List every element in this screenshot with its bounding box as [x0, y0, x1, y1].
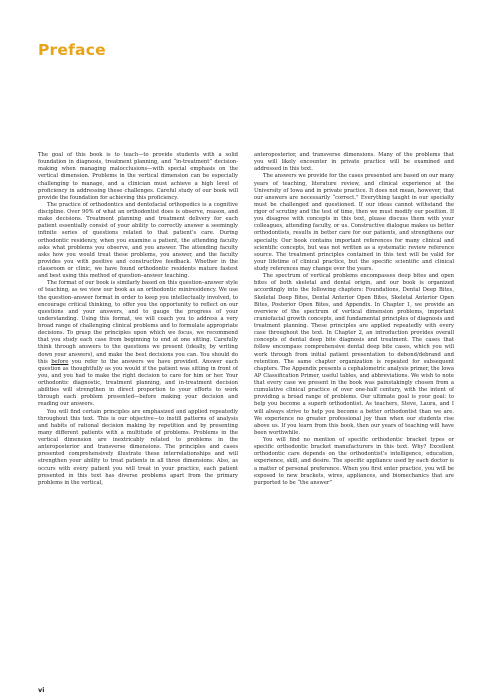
page-number: vi: [38, 686, 45, 694]
paragraph-continued: anteroposterior, and transverse dimensions. Many of the problems that you will likely encounter in private practice will be examined and addressed in this text.: [254, 152, 454, 173]
paragraph: The answers we provide for the cases presented are based on our many years of teaching, literature review, and clinical experience at the University of Iowa and in private practice. It does not mean, however, that our answers are necessarily “correct.” Everything taught in our specialty must be challenged and questioned. If our ideas cannot withstand the rigor of scrutiny and the test of time, then we must modify our position. If you disagree with concepts in this text, please discuss them with your colleagues, attending faculty, or us. Constructive dialogue makes us better orthodontists, results in better care for our patients, and strengthens our specialty. Our book contains important references for many clinical and scientific concepts, but was not written as a systematic review reference source. The treatment principles contained in this text will be valid for your lifetime of clinical practice, but the specific scientific and clinical study references may change over the years.: [254, 173, 454, 272]
page-heading: Preface: [38, 41, 106, 59]
underlined-word: before: [51, 358, 69, 365]
paragraph-text: you refer to the answers we have provided. Answer each question as thoughtfully as you would if the patient was sitting in front of you, and you had to make the right decision to care for him or her. Your orthodontic diagnostic, treatment planning, and in-treatment decision abilities will strengthen in direct proportion to your efforts to work through each problem presented—before making your decision and reading our answers.: [38, 358, 238, 408]
right-text-column: [254, 152, 454, 682]
paragraph: The practice of orthodontics and dentofacial orthopedics is a cognitive discipline. Over 90% of what an orthodontist does is observe, reason, and make decisions. Treatment planning and treatment delivery for each patient essentially consist of your ability to correctly answer a seemingly infinite series of questions related to that patient’s care. During orthodontic residency, when you examine a patient, the attending faculty asks what problems you observe, and you answer. The attending faculty asks how you would treat these problems, you answer, and the faculty provides you with positive and constructive feedback. Whether in the classroom or clinic, we have found orthodontic residents mature fastest and best using this method of question–answer teaching.: [38, 201, 238, 280]
paragraph: You will find certain principles are emphasized and applied repeatedly throughout this text. This is our objective—to instill patterns of analysis and habits of rational decision making by repetition and by presenting many different patients with a multitude of problems. Problems in the vertical dimension are inextricably related to problems in the anteroposterior and transverse dimensions. The principles and cases presented comprehensively illustrate these interrelationships and will strengthen your ability to treat patients in all three dimensions. Also, as occurs with every patient you will treat in your practice, each patient presented in this text has diverse problems apart from the primary problems in the vertical,: [38, 408, 238, 486]
paragraph: You will find no mention of specific orthodontic bracket types or specific orthodontic bracket manufacturers in this text. Why? Excellent orthodontic care depends on the orthodontist’s intelligence, education, experience, skill, and desire. The specific appliance used by each doctor is a matter of personal preference. When you first enter practice, you will be exposed to new brackets, wires, appliances, and biomechanics that are purported to be “the answer”: [254, 437, 454, 486]
paragraph: The spectrum of vertical problems encompasses deep bites and open bites of both skeletal and dental origin, and our book is organized accordingly into the following chapters: Foundations, Dental Deep Bites, Skeletal Deep Bites, Dental Anterior Open Bites, Skeletal Anterior Open Bites, Posterior Open Bites, and Appendix. In Chapter 1, we provide an overview of the spectrum of vertical dimension problems, important craniofacial growth concepts, and fundamental principles of diagnosis and treatment planning. These principles are applied repeatedly with every case throughout the text. In Chapter 2, an introduction provides overall concepts of dental deep bite diagnosis and treatment. The cases that follow encompass comprehensive dental deep bite cases, which you will work through from initial patient presentation to debond/debrand and retention. The same chapter organization is repeated for subsequent chapters. The Appendix presents a cephalometric analysis primer, the Iowa AP Classification Primer, useful tables, and abbreviations. We wish to note that every case we present in the book was painstakingly chosen from a cumulative clinical practice of over one-half century, with the intent of providing a broad range of problems. Our ultimate goal is your goal: to help you become a superb orthodontist. As teachers, Steve, Laura, and I will always strive to help you become a better orthodontist than we are. We experience no greater professional joy than when our students rise above us. If you learn from this book, then our years of teaching will have been worthwhile.: [254, 273, 454, 436]
paragraph: [38, 280, 238, 408]
paragraph-text: The format of our book is similarly based on this question–answer style of teaching, as we view our book as an orthodontic miniresidency. We use the question–answer format in order to keep you intellectually involved, to encourage critical thinking, to offer you the opportunity to reflect on our questions and your answers, and to gauge the progress of your understanding. Using this format, we will coach you to address a very broad range of challenging clinical problems and to formulate appropriate decisions. To grasp the principles upon which we focus, we recommend that you study each case from beginning to end at one sitting. Carefully think through answers to the questions we present (ideally, by writing down your answers), and make the best decisions you can. You should do this: [38, 280, 238, 365]
left-text-column: [38, 152, 238, 682]
paragraph: The goal of this book is to teach—to provide students with a solid foundation in diagnosis, treatment planning, and “in-treatment” decision-making when managing malocclusions—with special emphasis on the vertical dimension. Problems in the vertical dimension can be especially challenging to manage, and a clinician must achieve a high level of proficiency in addressing these challenges. Careful study of our book will provide the foundation for achieving this proficiency.: [38, 152, 238, 201]
